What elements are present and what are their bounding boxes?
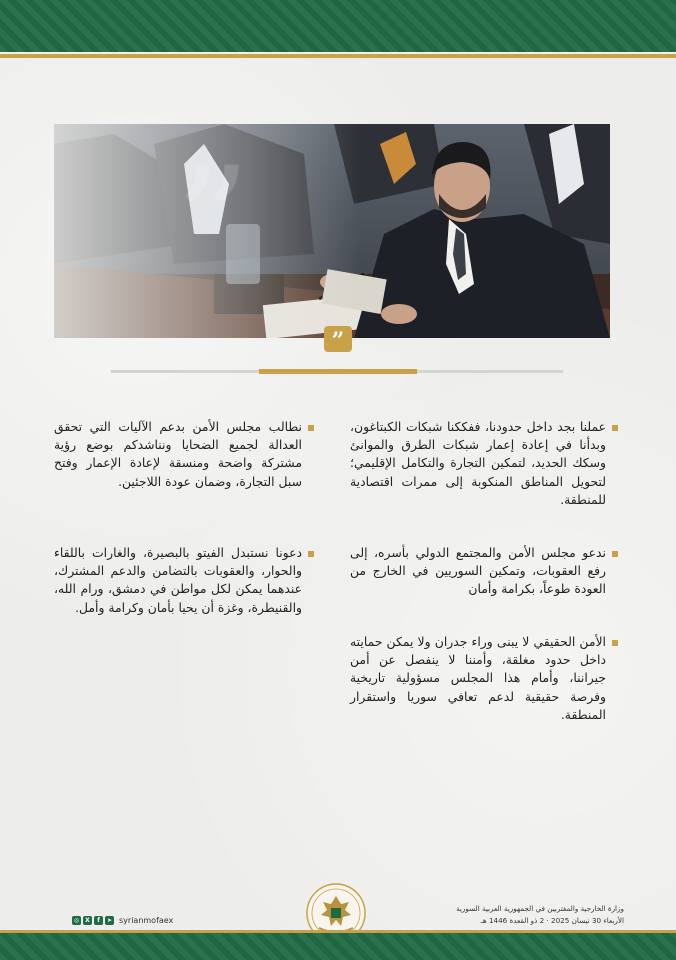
paragraph-text: دعونا نستبدل الفيتو بالبصيرة، والغارات باللقاء والحوار، والعقوبات بالتضامن والدعم المشترك، عندهما يمكن لكل مواطن في دمشق، ورام الله، والقنيطرة، وغزة أن يحيا بأمان وكرامة وأمل. [54, 545, 302, 615]
right-paragraph-1 [350, 418, 606, 509]
social-links [72, 916, 173, 925]
left-paragraph-2 [54, 544, 302, 617]
left-paragraph-1 [54, 418, 302, 491]
right-paragraph-3 [350, 633, 606, 724]
social-handle[interactable]: syrianmofaex [119, 916, 174, 925]
telegram-icon[interactable]: ➤ [106, 917, 113, 924]
section-divider-accent [259, 369, 417, 374]
right-paragraph-2 [350, 544, 606, 599]
footer-org-info [456, 903, 624, 927]
footer-date: الأربعاء 30 نيسان 2025 · 2 ذو القعدة 1446 هـ [480, 916, 624, 925]
bullet-icon [612, 640, 618, 646]
instagram-icon[interactable]: ◎ [73, 917, 80, 924]
paragraph-text: عملنا بجد داخل حدودنا، ففككنا شبكات الكبتاغون، وبدأنا في إعادة إعمار شبكات الطرق والموانئ وسكك الحديد، لتمكين التجارة والتكامل الإقليمي؛ لتحويل المناطق المنكوبة إلى ممرات اقتصادية للمنطقة. [350, 419, 606, 507]
footer-band [0, 933, 676, 960]
svg-text:”: ” [174, 136, 251, 310]
paragraph-text: نطالب مجلس الأمن بدعم الآليات التي تحقق العدالة لجميع الضحايا ونناشدكم بوضع رؤية مشتركة واضحة ومنسقة لإعادة الإعمار وفتح سبل التجارة، وضمان عودة اللاجئين. [54, 419, 302, 489]
paragraph-text: ندعو مجلس الأمن والمجتمع الدولي بأسره، إلى رفع العقوبات، وتمكين السوريين في الخارج من العودة طوعاً، بكرامة وأمان [350, 545, 606, 597]
header-gold-line [0, 54, 676, 58]
facebook-icon[interactable]: f [94, 916, 103, 925]
bullet-icon [612, 425, 618, 431]
paragraph-text: الأمن الحقيقي لا يبنى وراء جدران ولا يمكن حمايته داخل حدود مغلقة، وأمننا لا ينفصل عن أمن جيراننا، وأمام هذا المجلس مسؤولية تاريخية وفرصة حقيقية لدعم تعافي سوريا واستقرار المنطقة. [350, 634, 606, 722]
bullet-icon [308, 551, 314, 557]
speaker-photo [54, 124, 610, 338]
x-icon[interactable]: X [83, 916, 92, 925]
ministry-name: وزارة الخارجية والمغتربين في الجمهورية العربية السورية [456, 904, 624, 913]
bullet-icon [612, 551, 618, 557]
bullet-icon [308, 425, 314, 431]
quote-icon: ” [324, 326, 352, 352]
header-band [0, 0, 676, 52]
